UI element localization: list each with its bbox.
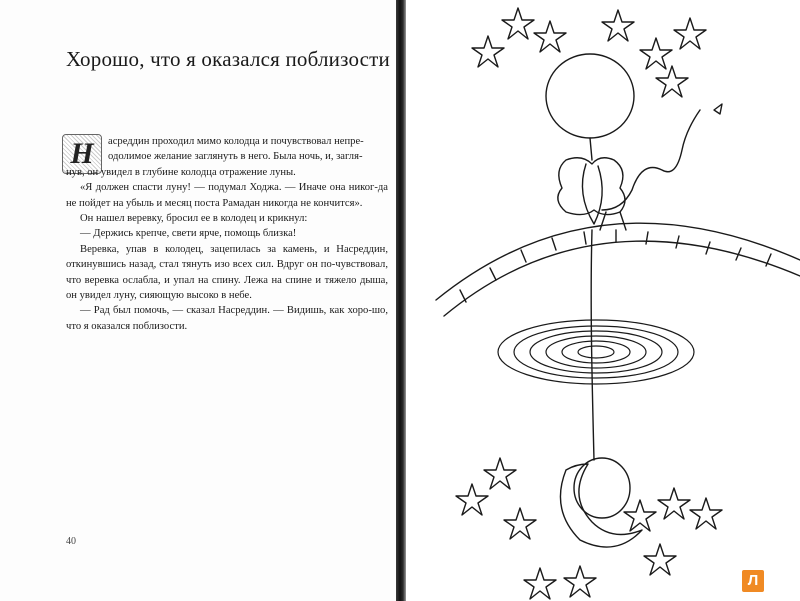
star-icon (472, 36, 504, 67)
star-icon (656, 66, 688, 97)
page-title: Хорошо, что я оказался поблизости (66, 47, 390, 71)
page-number: 40 (66, 536, 76, 547)
star-icon (644, 544, 676, 575)
star-icon (658, 488, 690, 519)
line: нув, он увидел в глубине колодца отражение луны. (66, 166, 296, 178)
crescent-moon (560, 458, 642, 547)
moon-well-illustration (406, 0, 800, 601)
book-gutter (396, 0, 406, 601)
paragraph-4: — Держись крепче, свети ярче, помощь близка! (80, 228, 297, 240)
star-icon (564, 566, 596, 597)
star-icon (674, 18, 706, 49)
stars-top (472, 8, 706, 97)
paragraph-3: Он нашел веревку, бросил ее в колодец и крикнул: (80, 213, 308, 225)
publisher-logo: Л (742, 570, 764, 592)
story-text (66, 134, 388, 334)
hanging-figure (558, 104, 722, 230)
line: одолимое желание заглянуть в него. Была ночь, и, загля- (108, 151, 363, 163)
stars-bottom (456, 458, 722, 599)
well-reflection (498, 320, 694, 384)
star-icon (484, 458, 516, 489)
paragraph-2: «Я должен спасти луну! — подумал Ходжа. — Иначе она никог-да не пойдет на убыль и месяц поста Рамадан никогда не кончится». (66, 182, 388, 209)
star-icon (602, 10, 634, 41)
paragraph-5: Веревка, упав в колодец, зацепилась за камень, и Насреддин, откинувшись назад, стал тянуть изо всех сил. Вдруг он по-чувствовал, что веревка ослабла, и упал на спину. Лежа на спине и тяжело дыша, он увидел луну, сияющую высоко в небе. (66, 243, 388, 302)
paragraph-6: — Рад был помочь, — сказал Насреддин. — Видишь, как хоро-шо, что я оказался поблизости. (66, 305, 388, 332)
star-icon (504, 508, 536, 539)
star-icon (640, 38, 672, 69)
line: асреддин проходил мимо колодца и почувствовал непре- (108, 136, 364, 147)
dropcap: Н (62, 134, 102, 174)
star-icon (690, 498, 722, 529)
star-icon (502, 8, 534, 39)
star-icon (456, 484, 488, 515)
rope (591, 230, 594, 460)
moon (546, 54, 634, 138)
stone-arc (436, 223, 800, 316)
star-icon (524, 568, 556, 599)
star-icon (534, 21, 566, 52)
star-icon (624, 500, 656, 531)
paragraph-1 (66, 134, 388, 180)
